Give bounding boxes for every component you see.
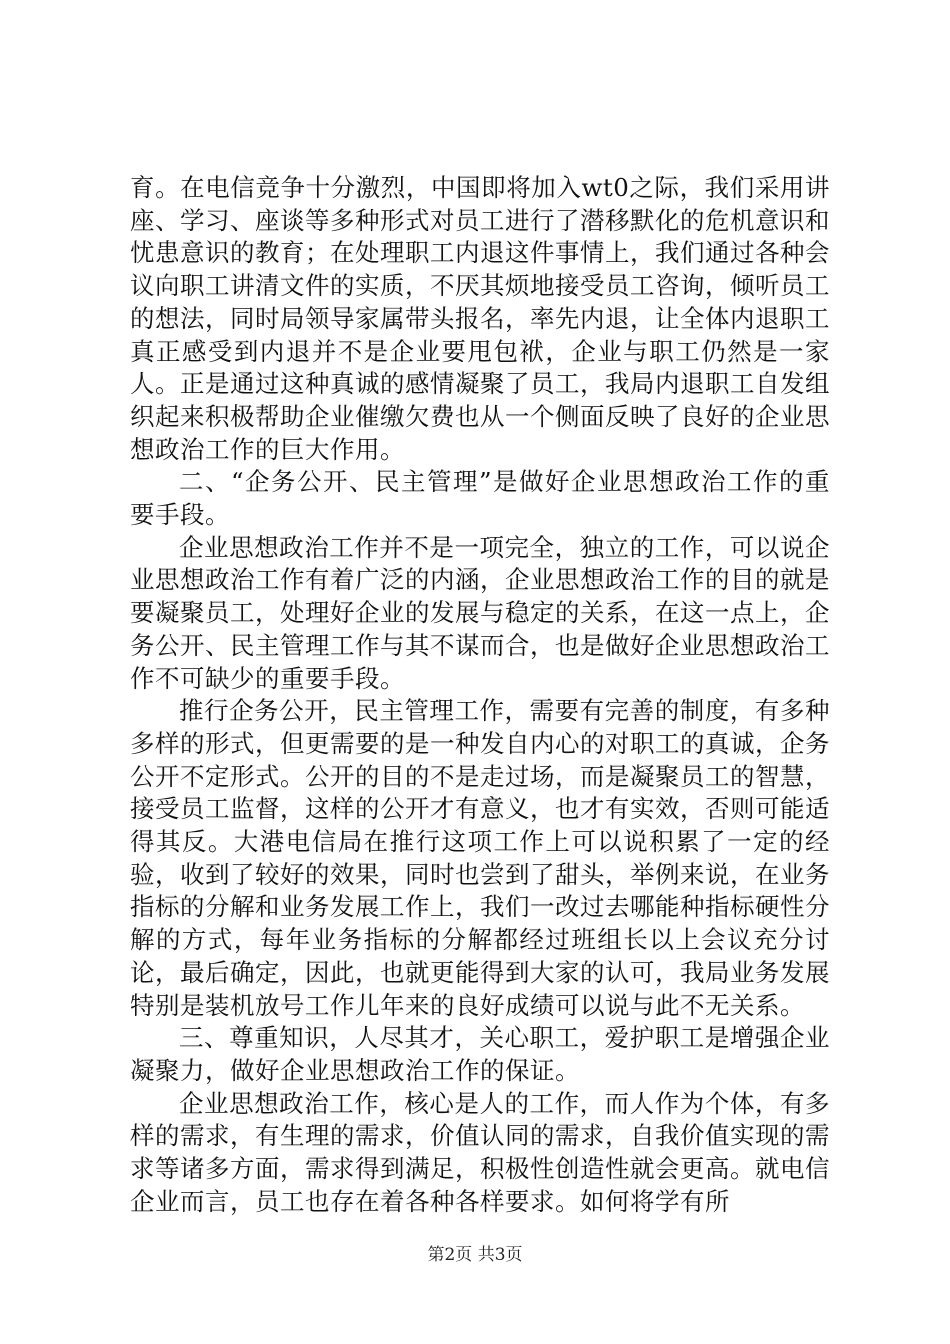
paragraph: 企业思想政治工作并不是一项完全，独立的工作，可以说企业思想政治工作有着广泛的内涵，企业思想政治工作的目的就是要凝聚员工，处理好企业的发展与稳定的关系，在这一点上，企务公开、民主管理工作与其不谋而合，也是做好企业思想政治工作不可缺少的重要手段。: [130, 532, 830, 693]
document-body: [130, 172, 830, 1219]
page-number-footer: 第2页 共3页: [427, 1245, 523, 1265]
paragraph: 企业思想政治工作，核心是人的工作，而人作为个体，有多样的需求，有生理的需求，价值认同的需求，自我价值实现的需求等诸多方面，需求得到满足，积极性创造性就会更高。就电信企业而言，员工也存在着各种各样要求。如何将学有所: [130, 1088, 830, 1216]
section-heading-3: 三、尊重知识，人尽其才，关心职工，爱护职工是增强企业凝聚力，做好企业思想政治工作的保证。: [130, 1023, 830, 1085]
paragraph-continuation: 育。在电信竞争十分激烈，中国即将加入wt0之际，我们采用讲座、学习、座谈等多种形式对员工进行了潜移默化的危机意识和忧患意识的教育；在处理职工内退这件事情上，我们通过各种会议向职工讲清文件的实质，不厌其烦地接受员工咨询，倾听员工的想法，同时局领导家属带头报名，率先内退，让全体内退职工真正感受到内退并不是企业要甩包袱，企业与职工仍然是一家人。正是通过这种真诚的感情凝聚了员工，我局内退职工自发组织起来积极帮助企业催缴欠费也从一个侧面反映了良好的企业思想政治工作的巨大作用。: [130, 173, 830, 464]
section-heading-2: 二、“企务公开、民主管理”是做好企业思想政治工作的重要手段。: [130, 467, 830, 530]
paragraph: 推行企务公开，民主管理工作，需要有完善的制度，有多种多样的形式，但更需要的是一种发自内心的对职工的真诚，企务公开不定形式。公开的目的不是走过场，而是凝聚员工的智慧，接受员工监督，这样的公开才有意义，也才有实效，否则可能适得其反。大港电信局在推行这项工作上可以说积累了一定的经验，收到了较好的效果，同时也尝到了甜头，举例来说，在业务指标的分解和业务发展工作上，我们一改过去哪能种指标硬性分解的方式，每年业务指标的分解都经过班组长以上会议充分讨论，最后确定，因此，也就更能得到大家的认可，我局业务发展特别是装机放号工作儿年来的良好成绩可以说与此不无关系。: [130, 696, 830, 1020]
